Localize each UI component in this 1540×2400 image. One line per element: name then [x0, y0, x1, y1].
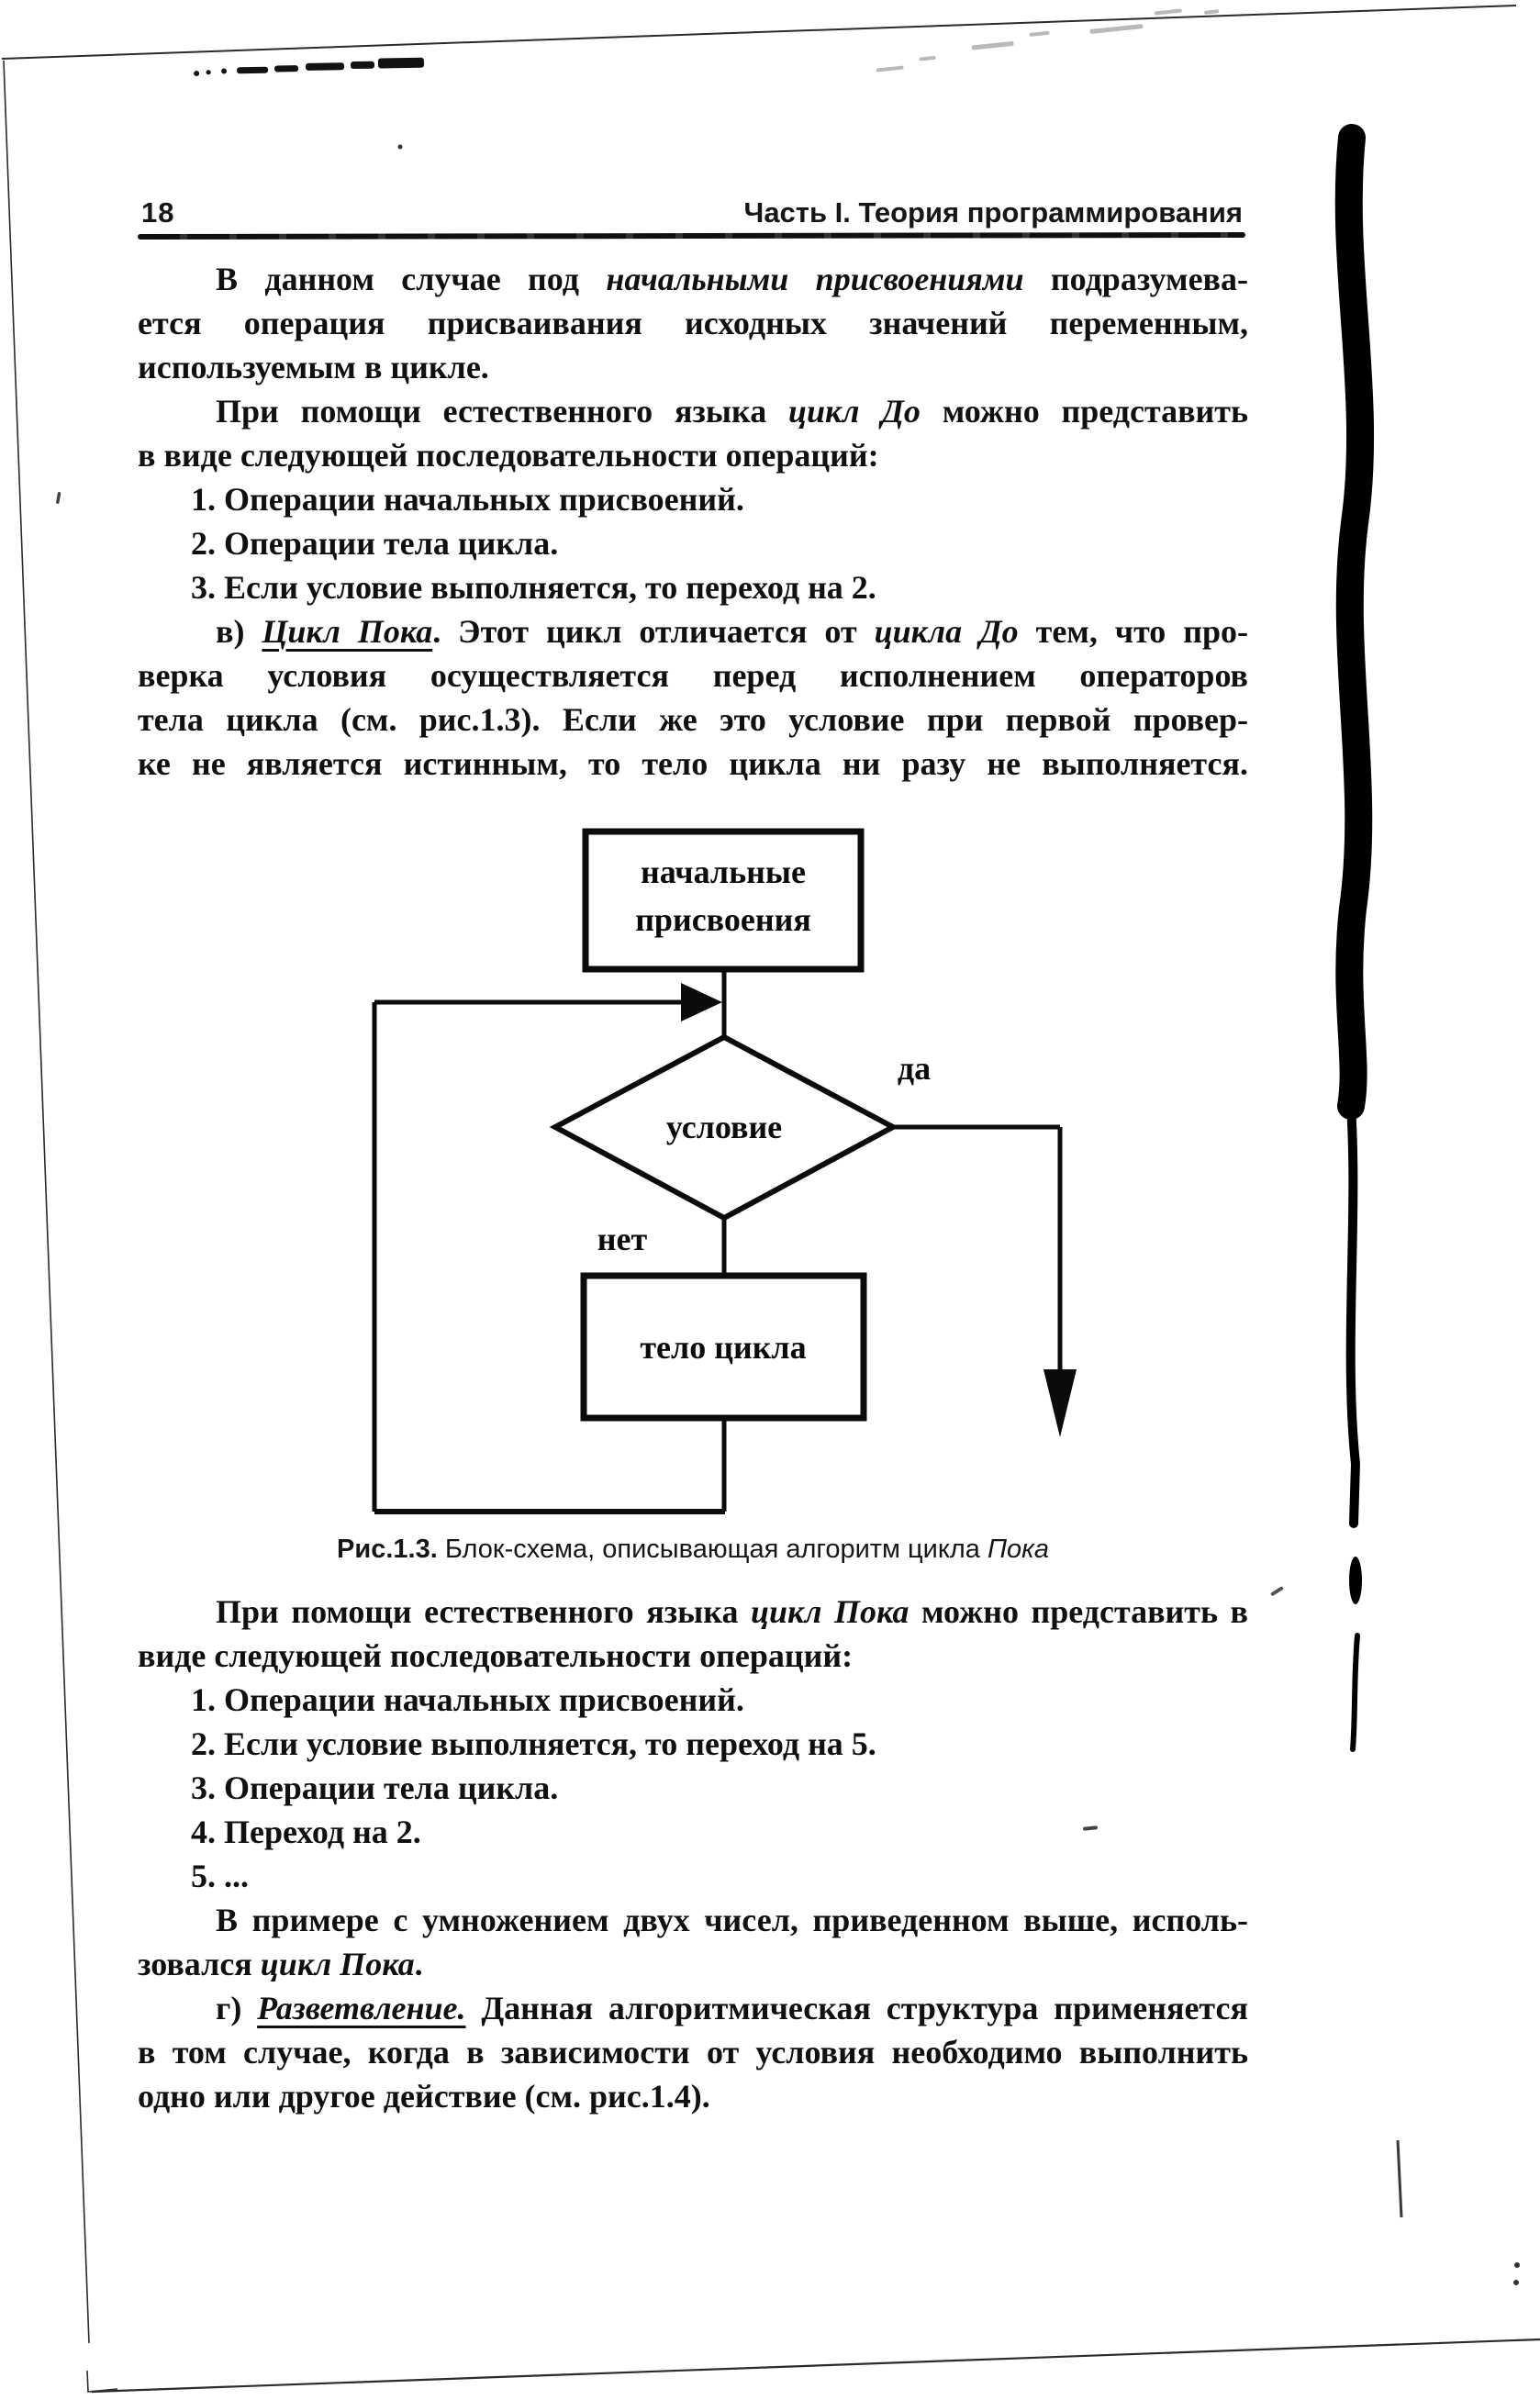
- emphasized-text: цикла До: [874, 613, 1019, 650]
- text-line: [138, 698, 1248, 742]
- text-line: [138, 257, 1248, 301]
- text-run: тела цикла (см. рис.1.3). Если же это условие при первой провер-: [138, 701, 1248, 738]
- text-line: [138, 1810, 1248, 1854]
- body-text-lower: [138, 1590, 1248, 2118]
- feedback-arrowhead-icon: [681, 983, 722, 1021]
- faint-mark: [1204, 9, 1219, 15]
- text-run: 3. Операции тела цикла.: [191, 1769, 559, 1806]
- text-line: [138, 1678, 1248, 1722]
- emphasized-text: начальными присвоениями: [606, 261, 1024, 297]
- text-run: 3. Если условие выполняется, то переход на 2.: [191, 569, 876, 606]
- text-line: [138, 1722, 1248, 1766]
- text-line: [138, 389, 1248, 433]
- text-run: в том случае, когда в зависимости от условия необходимо выполнить: [138, 2034, 1248, 2071]
- text-line: [138, 742, 1248, 786]
- text-run: 4. Переход на 2.: [191, 1814, 421, 1850]
- emphasized-text: цикл Пока: [260, 1946, 415, 1982]
- emphasized-text: цикл Пока: [751, 1593, 909, 1630]
- text-run: 1. Операции начальных присвоений.: [191, 481, 744, 518]
- text-run: В данном случае под: [216, 261, 607, 297]
- streak-tail: [1353, 1635, 1357, 1749]
- emphasized-text: цикл До: [788, 393, 921, 430]
- text-run: можно представить: [920, 393, 1248, 430]
- figure-caption: [138, 1535, 1248, 1565]
- no-label: нет: [597, 1221, 648, 1257]
- streak-hairline: [1398, 2140, 1401, 2217]
- smudge-dash: [306, 62, 344, 71]
- caption-text: Блок-схема, описывающая алгоритм цикла: [437, 1535, 988, 1564]
- emphasized-text: Разветвление.: [257, 1990, 466, 2026]
- text-line: [138, 1986, 1248, 2030]
- text-line: [138, 521, 1248, 565]
- caption-emphasis: Пока: [987, 1535, 1049, 1564]
- faint-mark: [972, 41, 1014, 50]
- speck: [1270, 1586, 1284, 1596]
- page-corner-bottom-left: [87, 2371, 117, 2392]
- smudge-dash: [378, 58, 424, 69]
- text-line: [138, 2074, 1248, 2118]
- speck: [1514, 2262, 1520, 2268]
- text-line: [138, 1590, 1248, 1634]
- text-line: [138, 2030, 1248, 2074]
- smudge-dash: [237, 67, 268, 74]
- text-run: подразумева-: [1023, 261, 1248, 297]
- speck: [56, 492, 61, 504]
- text-run: При помощи естественного языка: [216, 1593, 751, 1630]
- faint-mark: [876, 65, 904, 72]
- text-run: В примере с умножением двух чисел, приведенном выше, исполь-: [216, 1902, 1248, 1938]
- text-run: 5. ...: [191, 1858, 249, 1894]
- text-run: используемым в цикле.: [138, 349, 489, 385]
- text-run: верка условия осуществляется перед исполнением операторов: [138, 657, 1248, 694]
- text-run: ке не является истинным, то тело цикла ни разу не выполняется.: [138, 745, 1248, 782]
- faint-mark: [1089, 24, 1143, 34]
- scan-streak-right: [1349, 138, 1401, 2217]
- text-run: 2. Операции тела цикла.: [191, 525, 559, 562]
- start-box-label-line2: присвоения: [635, 901, 811, 938]
- text-run: зовался: [138, 1946, 261, 1982]
- smudge-dot: [206, 70, 210, 74]
- text-run: При помощи естественного языка: [216, 393, 788, 430]
- text-run: в виде следующей последовательности операций:: [138, 437, 879, 474]
- down-arrowhead-icon: [1043, 1369, 1077, 1437]
- text-line: [138, 301, 1248, 345]
- flowchart-figure: [358, 817, 1083, 1533]
- text-run: одно или другое действие (см. рис.1.4).: [138, 2078, 710, 2115]
- text-run: виде следующей последовательности операций:: [138, 1637, 854, 1674]
- start-box-label-line1: начальные: [641, 854, 806, 890]
- text-line: [138, 345, 1248, 389]
- text-run: Данная алгоритмическая структура применяется: [465, 1990, 1248, 2026]
- page-edge-bottom: [92, 2339, 1540, 2392]
- streak-thick: [1349, 138, 1360, 1106]
- speck: [1513, 2280, 1519, 2285]
- text-line: [138, 565, 1248, 609]
- speck: [398, 145, 403, 150]
- text-line: [138, 1898, 1248, 1942]
- text-run: в): [216, 613, 262, 650]
- text-line: [138, 433, 1248, 477]
- caption-number: Рис.1.3.: [337, 1535, 438, 1564]
- text-run: ется операция присваивания исходных значений переменным,: [138, 305, 1248, 341]
- page-header: [138, 195, 1248, 239]
- emphasized-text: Цикл Пока: [262, 613, 433, 650]
- smudge-dash: [274, 65, 298, 72]
- page-edge-top: [2, 6, 1516, 59]
- page-number: 18: [141, 196, 175, 229]
- faint-mark: [1029, 31, 1049, 37]
- text-line: [138, 609, 1248, 653]
- scan-smudge-top-left: [194, 58, 424, 76]
- body-text-upper: [138, 257, 1248, 786]
- text-line: [138, 1854, 1248, 1898]
- scan-marks-top-right: [873, 5, 1221, 72]
- running-title: Часть I. Теория программирования: [743, 196, 1243, 229]
- streak-blob: [1349, 1557, 1362, 1604]
- text-run: .: [414, 1946, 423, 1982]
- text-line: [138, 1766, 1248, 1810]
- condition-label: условие: [665, 1109, 783, 1145]
- text-run: г): [216, 1990, 258, 2026]
- text-line: [138, 653, 1248, 698]
- smudge-dot: [221, 68, 227, 73]
- page-edge-left: [4, 61, 89, 2343]
- text-run: . Этот цикл отличается от: [432, 613, 875, 650]
- text-run: можно представить в: [909, 1593, 1248, 1630]
- yes-label: да: [897, 1050, 932, 1087]
- text-line: [138, 477, 1248, 521]
- body-box-label: тело цикла: [640, 1329, 807, 1366]
- text-run: 1. Операции начальных присвоений.: [191, 1681, 744, 1718]
- streak-thin: [1351, 1106, 1356, 1524]
- text-line: [138, 1634, 1248, 1678]
- faint-mark: [1155, 8, 1182, 15]
- header-rule: [138, 232, 1245, 240]
- text-run: 2. Если условие выполняется, то переход на 5.: [191, 1725, 876, 1762]
- smudge-dot: [194, 71, 199, 76]
- faint-mark: [920, 56, 936, 61]
- smudge-dash: [351, 61, 374, 69]
- text-line: [138, 1942, 1248, 1986]
- start-box: [586, 832, 861, 969]
- text-run: тем, что про-: [1018, 613, 1248, 650]
